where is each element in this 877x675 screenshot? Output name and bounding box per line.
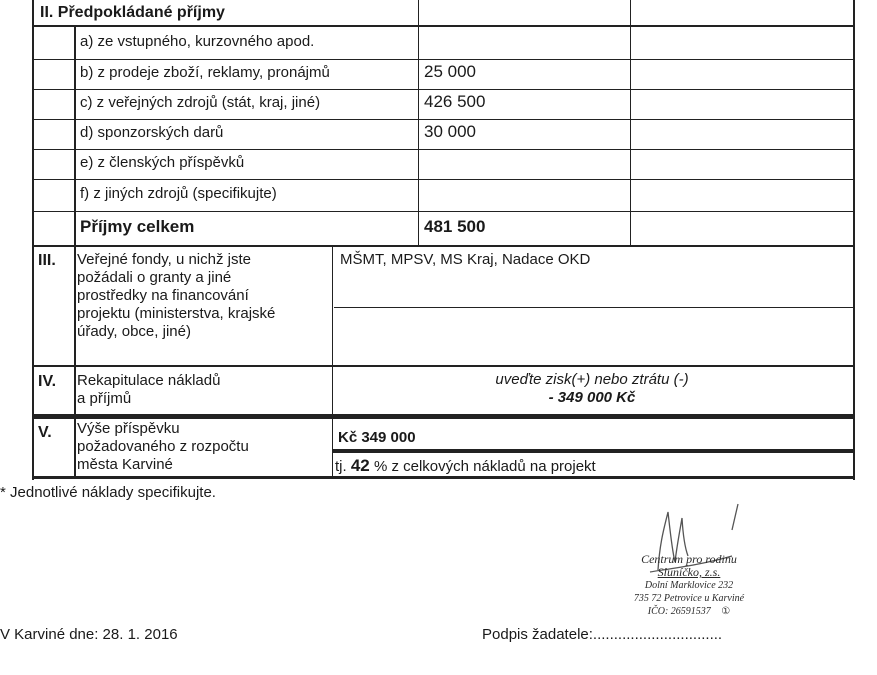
stamp-line: [614, 605, 764, 618]
label-line: požádali o granty a jiné: [77, 269, 232, 286]
row-divider: [34, 149, 853, 150]
requested-amount: Kč 349 000: [338, 429, 416, 446]
row-divider: [34, 211, 853, 212]
income-total-label: Příjmy celkem: [80, 217, 195, 236]
col-divider: [332, 245, 333, 478]
section-v-label: [77, 420, 249, 474]
income-row-value: 426 500: [424, 92, 486, 111]
col-divider: [630, 0, 631, 245]
row-divider: [34, 25, 853, 27]
stamp-mark: ①: [721, 606, 731, 617]
income-row-label: f) z jiných zdrojů (specifikujte): [80, 185, 277, 202]
stamp-line: Centrum pro rodinu: [641, 552, 737, 566]
stamp-line: Sluníčko, z.s.: [657, 565, 721, 579]
row-divider: [34, 245, 853, 247]
profit-loss-hint: uveďte zisk(+) nebo ztrátu (-): [495, 371, 689, 388]
footnote: * Jednotlivé náklady specifikujte.: [0, 484, 216, 501]
section-iii-label: [77, 251, 275, 341]
stamp-line: Dolní Marklovice 232: [644, 580, 734, 591]
income-row-value: 25 000: [424, 62, 476, 81]
row-divider: [34, 365, 853, 367]
row-divider: [34, 59, 74, 60]
organization-stamp: [614, 553, 764, 618]
label-line: projektu (ministerstva, krajské: [77, 305, 276, 322]
signature-label: Podpis žadatele:...............................: [482, 626, 723, 643]
section-iii-number: III.: [38, 252, 56, 269]
section-ii-title: II. Předpokládané příjmy: [40, 4, 225, 21]
percentage-line: [335, 457, 596, 476]
col-divider: [74, 25, 76, 478]
public-funds-value: MŠMT, MPSV, MS Kraj, Nadace OKD: [340, 251, 591, 268]
pct-suffix: % z celkových nákladů na projekt: [373, 458, 596, 475]
label-line: Rekapitulace nákladů: [77, 372, 221, 389]
label-line: úřady, obce, jiné): [77, 323, 191, 340]
income-row-label: b) z prodeje zboží, reklamy, pronájmů: [80, 64, 330, 81]
income-row-label: a) ze vstupného, kurzovného apod.: [80, 33, 315, 50]
income-row-label: d) sponzorských darů: [80, 124, 224, 141]
income-row-label: e) z členských příspěvků: [80, 154, 245, 171]
place-and-date: V Karviné dne: 28. 1. 2016: [0, 626, 178, 643]
pct-prefix: tj.: [335, 458, 347, 475]
label-line: a příjmů: [77, 390, 132, 407]
profit-loss-value: - 349 000 Kč: [548, 389, 636, 406]
income-row-label: c) z veřejných zdrojů (stát, kraj, jiné): [80, 94, 321, 111]
row-divider: [74, 59, 853, 60]
col-divider: [418, 0, 419, 245]
label-line: požadovaného z rozpočtu: [77, 438, 249, 455]
row-divider-thick: [34, 414, 853, 419]
table-bottom: [34, 476, 853, 479]
label-line: prostředky na financování: [77, 287, 249, 304]
pct-value: 42: [350, 456, 370, 475]
stamp-ico: IČO: 26591537: [647, 606, 711, 617]
section-iv-label: [77, 372, 220, 408]
label-line: města Karviné: [77, 456, 173, 473]
label-line: Výše příspěvku: [77, 420, 180, 437]
row-divider: [34, 89, 853, 90]
label-line: Veřejné fondy, u nichž jste: [77, 251, 251, 268]
section-iv-number: IV.: [38, 373, 57, 390]
row-divider-thick: [332, 449, 853, 453]
section-v-number: V.: [38, 424, 52, 441]
stamp-line: 735 72 Petrovice u Karviné: [633, 593, 745, 604]
row-divider: [34, 119, 853, 120]
row-divider: [34, 179, 853, 180]
row-divider: [334, 307, 853, 308]
income-total-value: 481 500: [424, 217, 486, 236]
income-row-value: 30 000: [424, 122, 476, 141]
